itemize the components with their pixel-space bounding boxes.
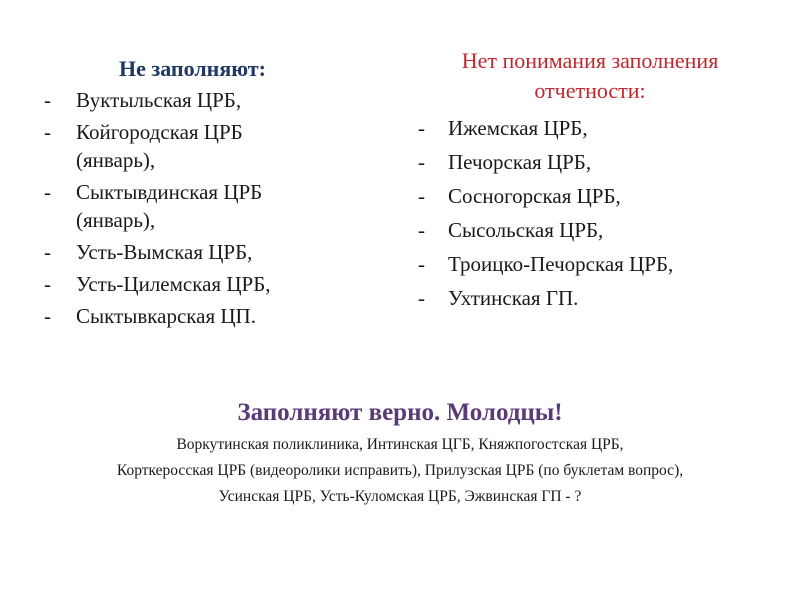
list-item-text: Сосногорская ЦРБ, [448,184,621,208]
list-item [44,178,374,234]
filling-correctly-line-1: Воркутинская поликлиника, Интинская ЦГБ, Княжпогостская ЦРБ, [176,436,624,453]
list-item-text-cont: (январь), [76,148,156,172]
list-dash: - [418,218,425,242]
list-dash: - [418,286,425,310]
list-item [410,114,770,142]
list-item-text: Ижемская ЦРБ, [448,116,588,140]
no-understanding-list [410,114,770,312]
filling-correctly-section [0,396,800,510]
no-understanding-section [410,46,770,318]
list-item-text: Вуктыльская ЦРБ, [76,88,242,112]
list-item [44,86,374,114]
no-understanding-heading [410,46,770,106]
list-item [44,238,374,266]
list-dash: - [44,272,51,296]
list-item [44,302,374,330]
not-filling-heading: Не заполняют: [119,56,266,81]
filling-correctly-title: Заполняют верно. Молодцы! [237,399,563,426]
list-item-text-cont: (январь), [76,208,156,232]
list-dash: - [418,150,425,174]
heading-line-2: отчетности: [534,78,646,103]
list-item [410,182,770,210]
not-filling-list [44,86,374,330]
list-item [44,270,374,298]
list-dash: - [418,116,425,140]
list-item-text: Сыктывкарская ЦП. [76,304,256,328]
list-item-text: Сыктывдинская ЦРБ [76,180,263,204]
list-item-text: Усть-Цилемская ЦРБ, [76,272,271,296]
list-dash: - [418,252,425,276]
heading-line-1: Нет понимания заполнения [461,48,719,73]
list-item [410,148,770,176]
list-dash: - [44,120,51,144]
list-item-text: Ухтинская ГП. [448,286,579,310]
list-item [44,118,374,174]
list-item-text: Койгородская ЦРБ [76,120,243,144]
list-item [410,216,770,244]
list-dash: - [44,304,51,328]
filling-correctly-line-2: Корткеросская ЦРБ (видеоролики исправить), Прилузская ЦРБ (по буклетам вопрос), [116,462,684,479]
list-item-text: Троицко-Печорская ЦРБ, [448,252,674,276]
not-filling-section [44,54,374,334]
list-item [410,250,770,278]
list-item-text: Печорская ЦРБ, [448,150,592,174]
list-dash: - [44,240,51,264]
list-dash: - [44,88,51,112]
list-dash: - [44,180,51,204]
list-item [410,284,770,312]
list-item-text: Сысольская ЦРБ, [448,218,604,242]
list-item-text: Усть-Вымская ЦРБ, [76,240,253,264]
filling-correctly-line-3: Усинская ЦРБ, Усть-Куломская ЦРБ, Эжвинская ГП - ? [218,488,582,505]
list-dash: - [418,184,425,208]
